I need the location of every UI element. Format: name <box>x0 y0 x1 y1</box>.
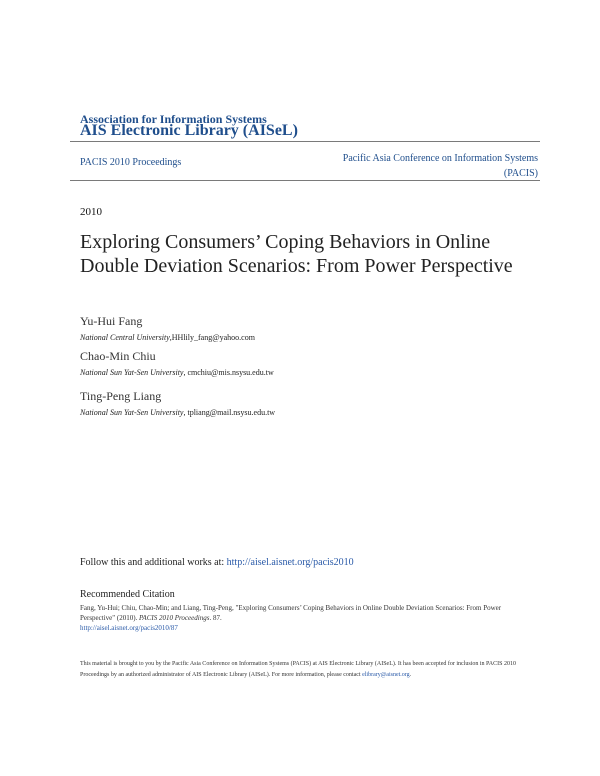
citation-start: Fang, Yu-Hui; Chiu, Chao-Min; and Liang, Ting-Peng, "Exploring Consumers’ Coping Behaviors in Online Double Deviation Scenarios: From Power Perspective" (2010). <box>80 604 502 622</box>
author-block <box>80 389 275 417</box>
citation-end: . 87. <box>209 614 222 622</box>
notice-text: This material is brought to you by the Pacific Asia Conference on Information Systems (PACIS) at AIS Electronic Library (AISeL). It has been accepted for inclusion in PACIS 2010 Proceedings by an authorized administrator of AIS Electronic Library (AISeL). For more information, please contact <box>80 661 516 678</box>
author-name: Ting-Peng Liang <box>80 389 162 403</box>
conference-link[interactable]: Pacific Asia Conference on Information Systems (PACIS) <box>342 153 538 179</box>
author-email: , cmchiu@mis.nsysu.edu.tw <box>183 368 274 377</box>
author-email: , tpliang@mail.nsysu.edu.tw <box>183 408 276 417</box>
proceedings-link[interactable]: PACIS 2010 Proceedings <box>80 157 182 168</box>
follow-line <box>80 557 354 568</box>
notice-end: . <box>409 672 412 678</box>
affiliation-name: National Central University <box>80 333 170 342</box>
paper-title: Exploring Consumers’ Coping Behaviors in Online Double Deviation Scenarios: From Power Perspective <box>80 231 513 277</box>
library-name[interactable]: AIS Electronic Library (AISeL) <box>80 122 298 139</box>
header-divider-top <box>70 141 540 142</box>
follow-text: Follow this and additional works at: <box>80 557 227 568</box>
organization-name: Association for Information Systems <box>80 112 267 126</box>
author-name: Chao-Min Chiu <box>80 349 156 363</box>
citation-link[interactable]: http://aisel.aisnet.org/pacis2010/87 <box>80 624 178 632</box>
author-name: Yu-Hui Fang <box>80 314 143 328</box>
affiliation-name: National Sun Yat-Sen University <box>80 368 184 377</box>
header-divider-bottom <box>70 180 540 181</box>
publication-year: 2010 <box>80 206 102 218</box>
recommended-citation-heading: Recommended Citation <box>80 589 175 600</box>
citation-text <box>80 603 520 633</box>
author-block <box>80 349 274 377</box>
author-affiliation <box>80 368 274 377</box>
affiliation-name: National Sun Yat-Sen University <box>80 408 184 417</box>
contact-email-link[interactable]: elibrary@aisnet.org <box>362 672 410 678</box>
citation-proceedings: PACIS 2010 Proceedings <box>139 614 210 622</box>
author-block <box>80 314 255 342</box>
author-affiliation <box>80 333 255 342</box>
repository-notice <box>80 659 520 681</box>
author-affiliation <box>80 408 275 417</box>
follow-link[interactable]: http://aisel.aisnet.org/pacis2010 <box>226 557 354 568</box>
author-email: ,HHlily_fang@yahoo.com <box>169 333 255 342</box>
